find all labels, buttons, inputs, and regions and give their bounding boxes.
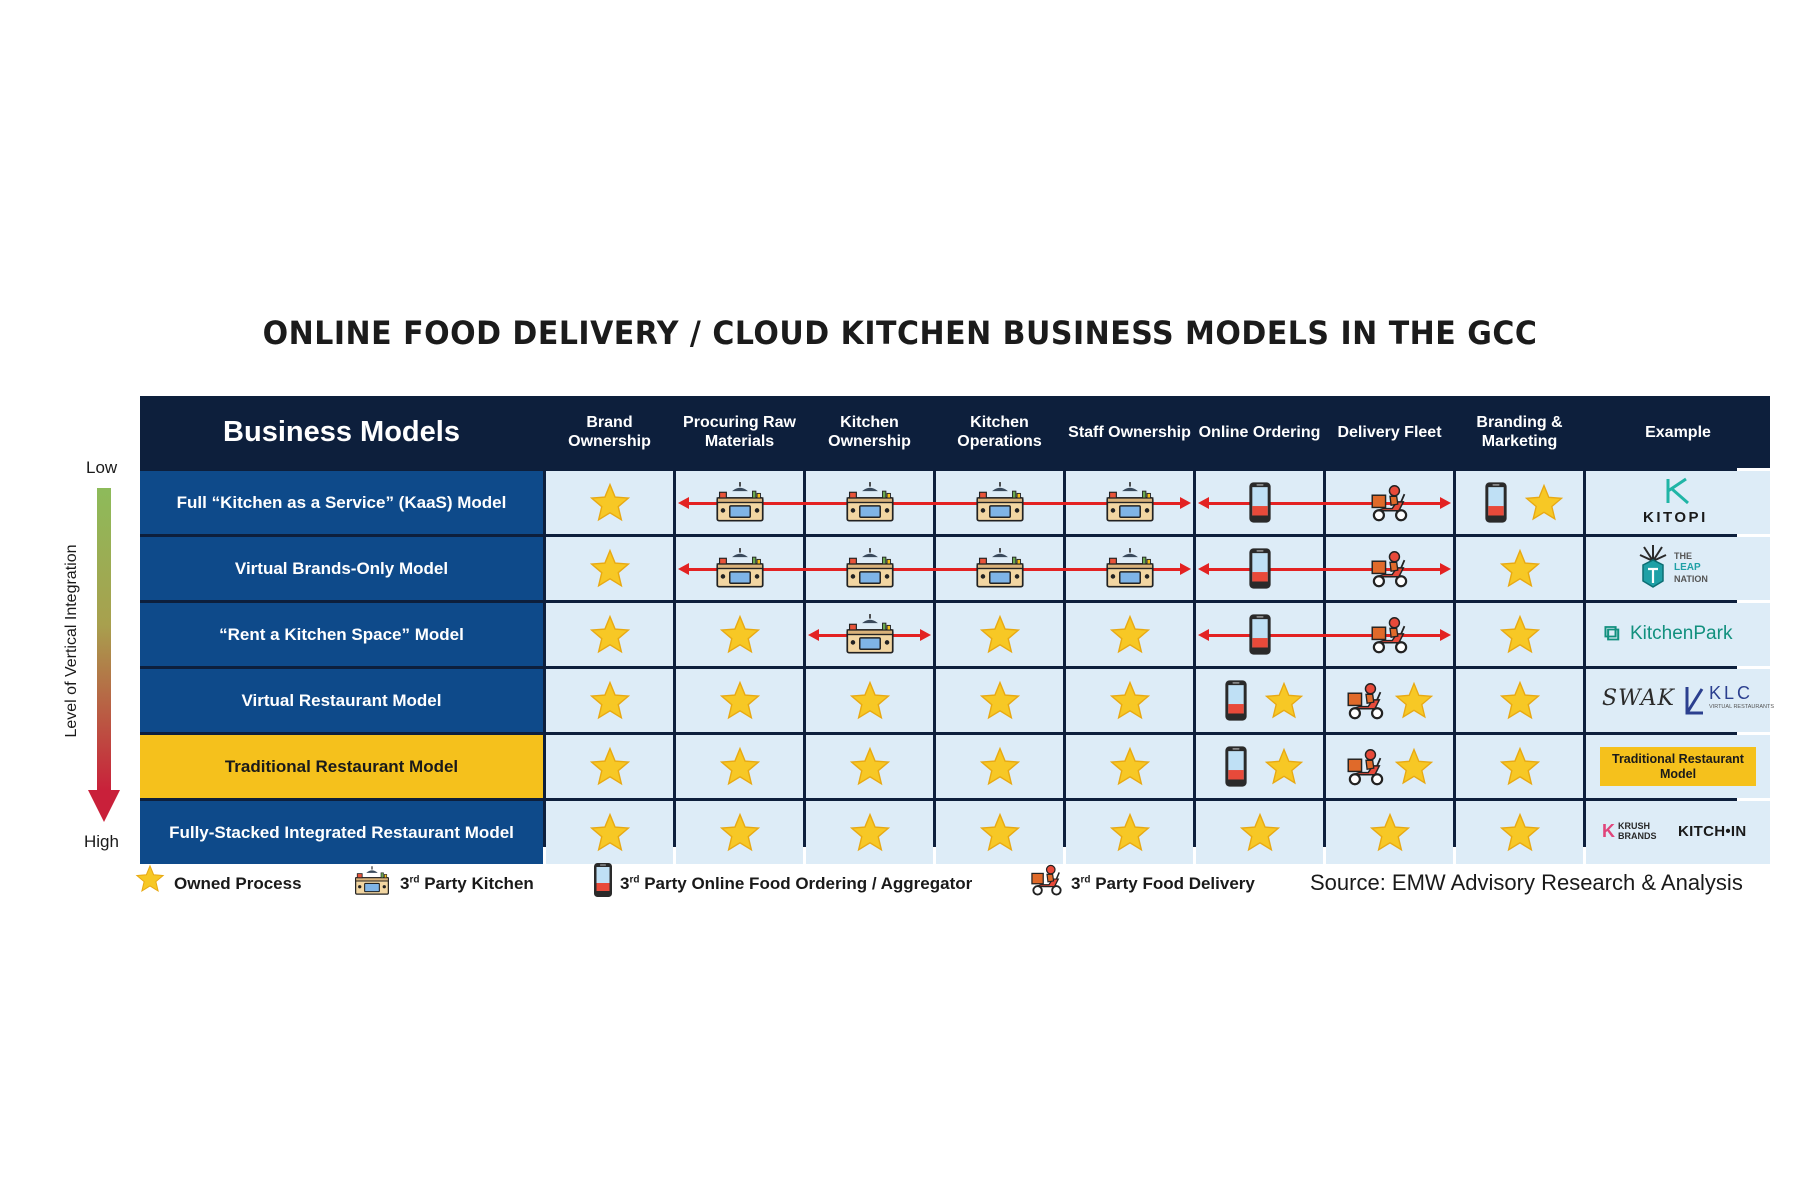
axis-high-label: High: [84, 832, 119, 851]
third-party-delivery-scooter-icon: [1346, 682, 1386, 720]
third-party-kitchen-icon: [1105, 482, 1155, 523]
legend-third-party-ordering: 3rd Party Online Food Ordering / Aggregator: [620, 874, 973, 893]
owned-process-star-icon: [1394, 747, 1434, 787]
owned-process-star-icon: [589, 548, 631, 590]
legend-owned-process: Owned Process: [174, 874, 302, 893]
business-model-label: Fully-Stacked Integrated Restaurant Model: [140, 801, 543, 864]
leap-nation-leap: LEAP: [1674, 562, 1701, 573]
column-header: Procuring Raw Materials: [676, 396, 803, 468]
third-party-delivery-scooter-icon: [1346, 748, 1386, 786]
owned-process-star-icon: [979, 614, 1021, 656]
third-party-ordering-phone-icon: [1223, 679, 1249, 722]
owned-process-star-icon: [719, 812, 761, 854]
business-model-label: Full “Kitchen as a Service” (KaaS) Model: [140, 471, 543, 534]
owned-process-star-icon: [719, 746, 761, 788]
column-header: Kitchen Ownership: [806, 396, 933, 468]
owned-process-star-icon: [1109, 680, 1151, 722]
kitopi-logo: KITOPI: [1643, 509, 1708, 526]
owned-process-star-icon: [1109, 614, 1151, 656]
leap-nation-the: THE: [1674, 551, 1692, 561]
source-note: Source: EMW Advisory Research & Analysis: [1310, 870, 1743, 895]
owned-process-star-icon: [1109, 746, 1151, 788]
kitopi-logo-mark: [1664, 477, 1692, 505]
owned-process-star-icon: [1499, 812, 1541, 854]
legend-scooter-icon: [1030, 864, 1064, 896]
business-model-label: Traditional Restaurant Model: [140, 735, 543, 798]
process-cell: [1456, 471, 1583, 534]
business-models-header: Business Models: [140, 396, 543, 468]
owned-process-star-icon: [1394, 681, 1434, 721]
owned-process-star-icon: [589, 614, 631, 656]
third-party-delivery-scooter-icon: [1370, 550, 1410, 588]
third-party-kitchen-icon: [715, 482, 765, 523]
column-header: Branding & Marketing: [1456, 396, 1583, 468]
business-model-label: Virtual Brands-Only Model: [140, 537, 543, 600]
third-party-ordering-phone-icon: [1483, 481, 1509, 524]
owned-process-star-icon: [589, 482, 631, 524]
kitchin-logo: KITCH•IN: [1678, 823, 1747, 840]
column-header: Staff Ownership: [1066, 396, 1193, 468]
owned-process-star-icon: [589, 746, 631, 788]
vertical-integration-arrow: [88, 488, 120, 822]
owned-process-star-icon: [979, 812, 1021, 854]
kitchenpark-logo-mark: ⧉: [1604, 620, 1620, 645]
owned-process-star-icon: [979, 746, 1021, 788]
owned-process-star-icon: [979, 680, 1021, 722]
owned-process-star-icon: [849, 812, 891, 854]
owned-process-star-icon: [849, 746, 891, 788]
klc-logo-sub: VIRTUAL RESTAURANTS: [1709, 704, 1774, 710]
business-model-label: “Rent a Kitchen Space” Model: [140, 603, 543, 666]
owned-process-star-icon: [589, 812, 631, 854]
business-models-table: [140, 396, 1774, 847]
owned-process-star-icon: [1499, 548, 1541, 590]
swak-logo: SWAK: [1602, 686, 1675, 711]
owned-process-star-icon: [719, 680, 761, 722]
legend-phone-icon: [592, 862, 614, 898]
third-party-delivery-scooter-icon: [1370, 484, 1410, 522]
third-party-kitchen-icon: [845, 482, 895, 523]
column-header: Brand Ownership: [546, 396, 673, 468]
third-party-kitchen-icon: [975, 548, 1025, 589]
page-title: ONLINE FOOD DELIVERY / CLOUD KITCHEN BUSINESS MODELS IN THE GCC: [262, 314, 1538, 353]
axis-low-label: Low: [86, 458, 118, 477]
owned-process-star-icon: [1499, 680, 1541, 722]
third-party-delivery-scooter-icon: [1370, 616, 1410, 654]
process-cell: [1196, 669, 1323, 732]
legend-third-party-delivery: 3rd Party Food Delivery: [1071, 874, 1255, 893]
third-party-kitchen-icon: [715, 548, 765, 589]
third-party-kitchen-icon: [845, 614, 895, 655]
third-party-kitchen-icon: [845, 548, 895, 589]
column-header: Online Ordering: [1196, 396, 1323, 468]
third-party-ordering-phone-icon: [1223, 745, 1249, 788]
traditional-restaurant-example: Traditional Restaurant Model: [1600, 747, 1756, 786]
owned-process-star-icon: [1499, 614, 1541, 656]
leap-nation-nation: NATION: [1674, 574, 1708, 584]
axis-title: Level of Vertical Integration: [63, 544, 80, 738]
klc-logo-mark: [1684, 685, 1706, 715]
kitchenpark-logo: KitchenPark: [1630, 623, 1733, 644]
owned-process-star-icon: [589, 680, 631, 722]
krush-brands-logo-mark: K: [1602, 821, 1615, 841]
owned-process-star-icon: [849, 680, 891, 722]
business-model-label: Virtual Restaurant Model: [140, 669, 543, 732]
third-party-ordering-phone-icon: [1247, 481, 1273, 524]
third-party-kitchen-icon: [975, 482, 1025, 523]
third-party-kitchen-icon: [1105, 548, 1155, 589]
process-cell: [1196, 735, 1323, 798]
owned-process-star-icon: [719, 614, 761, 656]
legend-kitchen-icon: [354, 866, 390, 896]
column-header: Delivery Fleet: [1326, 396, 1453, 468]
owned-process-star-icon: [1499, 746, 1541, 788]
owned-process-star-icon: [1369, 812, 1411, 854]
column-header: Kitchen Operations: [936, 396, 1063, 468]
third-party-ordering-phone-icon: [1247, 613, 1273, 656]
third-party-ordering-phone-icon: [1247, 547, 1273, 590]
owned-process-star-icon: [1264, 747, 1304, 787]
owned-process-star-icon: [1524, 483, 1564, 523]
column-header: Example: [1586, 396, 1770, 468]
leap-nation-logo-mark: [1638, 545, 1668, 591]
owned-process-star-icon: [1239, 812, 1281, 854]
legend-third-party-kitchen: 3rd Party Kitchen: [400, 874, 534, 893]
krush-brands-logo: KRUSH BRANDS: [1618, 821, 1657, 841]
owned-process-legend-star-icon: [135, 864, 165, 894]
klc-logo: KLC: [1709, 683, 1754, 703]
owned-process-star-icon: [1264, 681, 1304, 721]
owned-process-star-icon: [1109, 812, 1151, 854]
